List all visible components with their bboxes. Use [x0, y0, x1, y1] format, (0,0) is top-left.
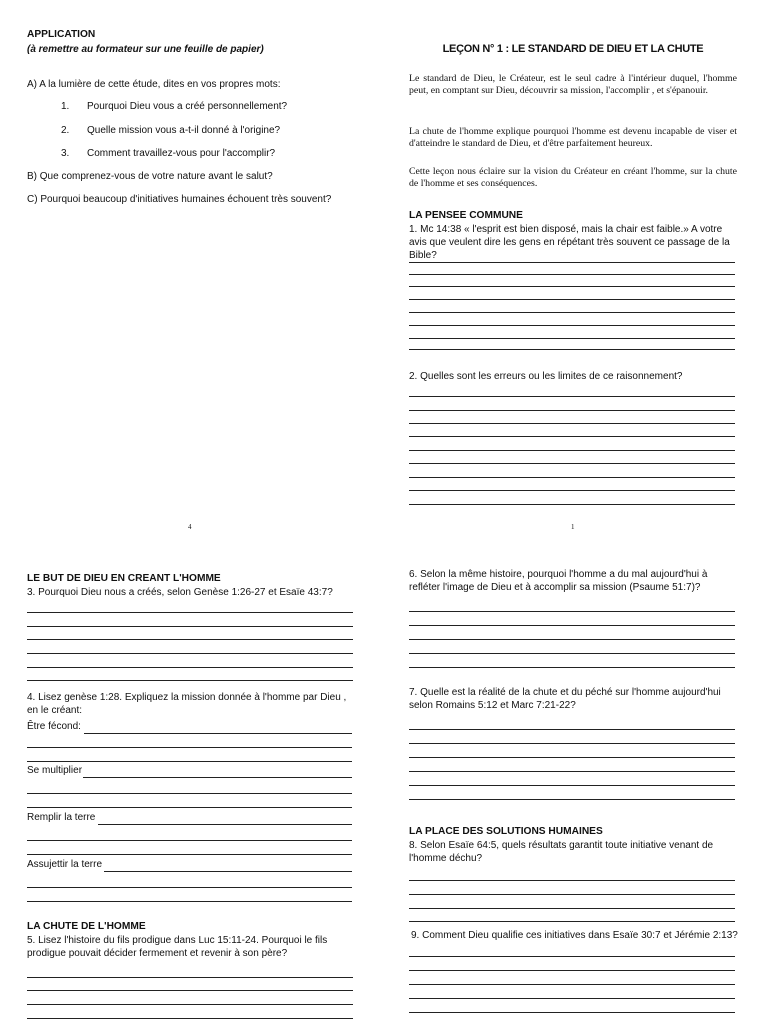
- page-number: 1: [571, 523, 575, 531]
- question-8: 8. Selon Esaïe 64:5, quels résultats garantit toute initiative venant de l'homme déchu?: [409, 840, 714, 864]
- item-number: 2.: [61, 125, 70, 136]
- field-label-etre-fecond: Être fécond:: [27, 721, 81, 732]
- field-label-se-multiplier: Se multiplier: [27, 765, 83, 776]
- question-3: 3. Pourquoi Dieu nous a créés, selon Genèse 1:26-27 et Esaïe 43:7?: [27, 587, 333, 598]
- application-subtitle: (à remettre au formateur sur une feuille de papier): [27, 44, 264, 55]
- field-line[interactable]: [83, 777, 352, 778]
- question-2: 2. Quelles sont les erreurs ou les limites de ce raisonnement?: [409, 371, 683, 382]
- field-line[interactable]: [98, 824, 352, 825]
- intro-paragraph-3: Cette leçon nous éclaire sur la vision du Créateur en créant l'homme, sur la chute de l'homme et ses conséquences.: [409, 166, 737, 189]
- field-label-assujettir-la-terre: Assujettir la terre: [27, 859, 103, 870]
- question-9: 9. Comment Dieu qualifie ces initiatives dans Esaïe 30:7 et Jérémie 2:13?: [411, 930, 738, 941]
- section-b-text: B) Que comprenez-vous de votre nature avant le salut?: [27, 171, 273, 182]
- field-line[interactable]: [84, 733, 352, 734]
- item-number: 1.: [61, 101, 70, 112]
- question-7: 7. Quelle est la réalité de la chute et du péché sur l'homme aujourd'hui selon Romains 5:12 et Marc 7:21-22?: [409, 687, 721, 711]
- item-text: Comment travaillez-vous pour l'accomplir?: [87, 148, 276, 159]
- application-title: APPLICATION: [27, 29, 96, 40]
- field-label-remplir-la-terre: Remplir la terre: [27, 812, 96, 823]
- section-c-text: C) Pourquoi beaucoup d'initiatives humaines échouent très souvent?: [27, 194, 332, 205]
- lesson-title: LEÇON N° 1 : LE STANDARD DE DIEU ET LA CHUTE: [442, 43, 704, 55]
- section-heading: LA PENSEE COMMUNE: [409, 210, 523, 221]
- question-4: 4. Lisez genèse 1:28. Expliquez la mission donnée à l'homme par Dieu , en le créant:: [27, 692, 347, 716]
- item-text: Pourquoi Dieu vous a créé personnellement?: [87, 101, 288, 112]
- question-6: 6. Selon la même histoire, pourquoi l'homme a du mal aujourd'hui à refléter l'image de Dieu et à accomplir sa mission (Psaume 51:7)?: [409, 569, 708, 593]
- intro-paragraph-2: La chute de l'homme explique pourquoi l'homme est devenu incapable de viser et d'atteindre le standard de Dieu, et d'être parfaitement heureux.: [409, 126, 737, 149]
- question-1: 1. Mc 14:38 « l'esprit est bien disposé, mais la chair est faible.» A votre avis que veulent dire les gens en répétant très souvent ce passage de la Bible?: [409, 224, 730, 261]
- item-number: 3.: [61, 148, 70, 159]
- question-5: 5. Lisez l'histoire du fils prodigue dans Luc 15:11-24. Pourquoi le fils prodigue pouvait décider fermement et revenir à son père?: [27, 935, 328, 959]
- page-number: 4: [188, 523, 192, 531]
- intro-paragraph-1: Le standard de Dieu, le Créateur, est le seul cadre à l'intérieur duquel, l'homme peut, en comptant sur Dieu, découvrir sa mission, l'accomplir , et s'épanouir.: [409, 73, 737, 96]
- section-heading: LA PLACE DES SOLUTIONS HUMAINES: [409, 826, 603, 837]
- item-text: Quelle mission vous a-t-il donné à l'origine?: [87, 125, 281, 136]
- section-a-text: A) A la lumière de cette étude, dites en vos propres mots:: [27, 79, 281, 90]
- field-line[interactable]: [104, 871, 352, 872]
- section-heading: LE BUT DE DIEU EN CREANT L'HOMME: [27, 573, 221, 584]
- section-heading: LA CHUTE DE L'HOMME: [27, 921, 146, 932]
